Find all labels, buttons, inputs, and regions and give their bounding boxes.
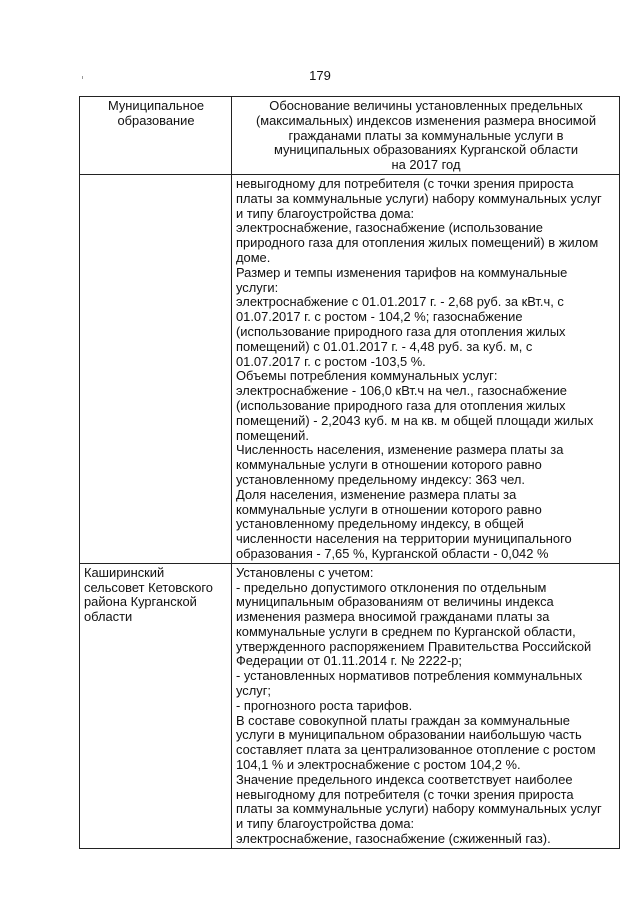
text-line: платы за коммунальные услуги) набору коммунальных услуг [236,190,602,206]
table-row [80,563,620,848]
municipality-line: Каширинский [84,564,165,580]
text-line: установленному предельному индексу, в общей [236,516,524,532]
header-col1-line: Муниципальное [107,98,205,113]
text-line: - предельно допустимого отклонения по отдельным [236,579,547,595]
table-header-row [80,97,620,175]
header-col2-line: на 2017 год [391,157,461,173]
text-line: и типу благоустройства дома: [236,205,415,221]
text-line: Объемы потребления коммунальных услуг: [236,368,498,384]
text-line: и типу благоустройства дома: [236,816,415,832]
text-line: электроснабжение, газоснабжение (использование [236,220,543,236]
page-number: 179 [309,68,331,83]
text-line: доме. [236,249,271,265]
text-line: утвержденного распоряжением Правительства Российской [236,638,592,654]
municipality-line: района Курганской [84,594,197,610]
text-line: численности населения на территории муниципального [236,531,572,547]
header-col2-line: Обоснование величины установленных предельных [269,98,583,113]
text-line: природного газа для отопления жилых помещений) в жилом [236,235,599,251]
scan-speck [82,76,83,79]
text-line: установленному предельному индексу: 363 чел. [236,471,525,487]
text-line: электроснабжение с 01.01.2017 г. - 2,68 руб. за кВт.ч, с [236,294,564,310]
text-line: 01.07.2017 г. с ростом - 104,2 %; газоснабжение [236,309,523,325]
text-line: платы за коммунальные услуги) набору коммунальных услуг [236,801,602,817]
text-line: услуги в муниципальном образовании наибольшую часть [236,727,582,743]
header-col2-line: муниципальных образованиях Курганской области [273,142,579,158]
header-justification-cell [232,97,620,175]
text-line: коммунальные услуги в отношении которого равно [236,457,542,473]
table-row [80,174,620,563]
header-col2-line: (максимальных) индексов изменения размера вносимой [255,112,597,128]
text-line: В составе совокупной платы граждан за коммунальные [236,712,570,728]
justification-cell [232,563,620,848]
header-col1-line: образование [117,112,195,128]
text-line: образования - 7,65 %, Курганской области - 0,042 % [236,545,549,561]
text-line: коммунальные услуги в отношении которого равно [236,501,542,517]
municipality-line: сельсовет Кетовского [84,579,213,595]
text-line: изменения размера вносимой гражданами платы за [236,609,550,625]
text-line: Доля населения, изменение размера платы за [236,486,517,502]
text-line: - установленных нормативов потребления коммунальных [236,668,583,684]
text-line: коммунальные услуги в среднем по Курганской области, [236,623,576,639]
text-line: помещений. [236,427,309,443]
text-line: невыгодному для потребителя (с точки зрения прироста [236,786,574,802]
text-line: (использование природного газа для отопления жилых [236,397,566,413]
text-line: - прогнозного роста тарифов. [236,697,413,713]
text-line: помещений) с 01.01.2017 г. - 4,48 руб. за куб. м, с [236,338,533,354]
header-municipality-cell [80,97,232,175]
text-line: 01.07.2017 г. с ростом -103,5 %. [236,353,426,369]
municipality-line: области [84,609,133,625]
text-line: помещений) - 2,2043 куб. м на кв. м общей площади жилых [236,412,594,428]
text-line: электроснабжение, газоснабжение (сжиженный газ). [236,831,551,847]
text-line: Значение предельного индекса соответствует наиболее [236,771,573,787]
text-line: услуг; [236,683,271,699]
text-line: 104,1 % и электроснабжение с ростом 104,2 %. [236,757,521,773]
text-line: муниципальным образованиям от величины индекса [236,594,554,610]
justification-cell [232,174,620,563]
municipality-cell [80,174,232,563]
text-line: (использование природного газа для отопления жилых [236,323,566,339]
text-line: Размер и темпы изменения тарифов на коммунальные [236,264,568,280]
justification-table [79,96,620,849]
text-line: услуги: [236,279,279,295]
header-col2-line: гражданами платы за коммунальные услуги в [288,127,564,143]
municipality-cell [80,563,232,848]
text-line: составляет плата за централизованное отопление с ростом [236,742,596,758]
text-line: Федерации от 01.11.2014 г. № 2222-р; [236,653,463,669]
text-line: электроснабжение - 106,0 кВт.ч на чел., газоснабжение [236,383,567,399]
text-line: Установлены с учетом: [236,564,374,580]
text-line: невыгодному для потребителя (с точки зрения прироста [236,175,574,191]
text-line: Численность населения, изменение размера платы за [236,442,564,458]
